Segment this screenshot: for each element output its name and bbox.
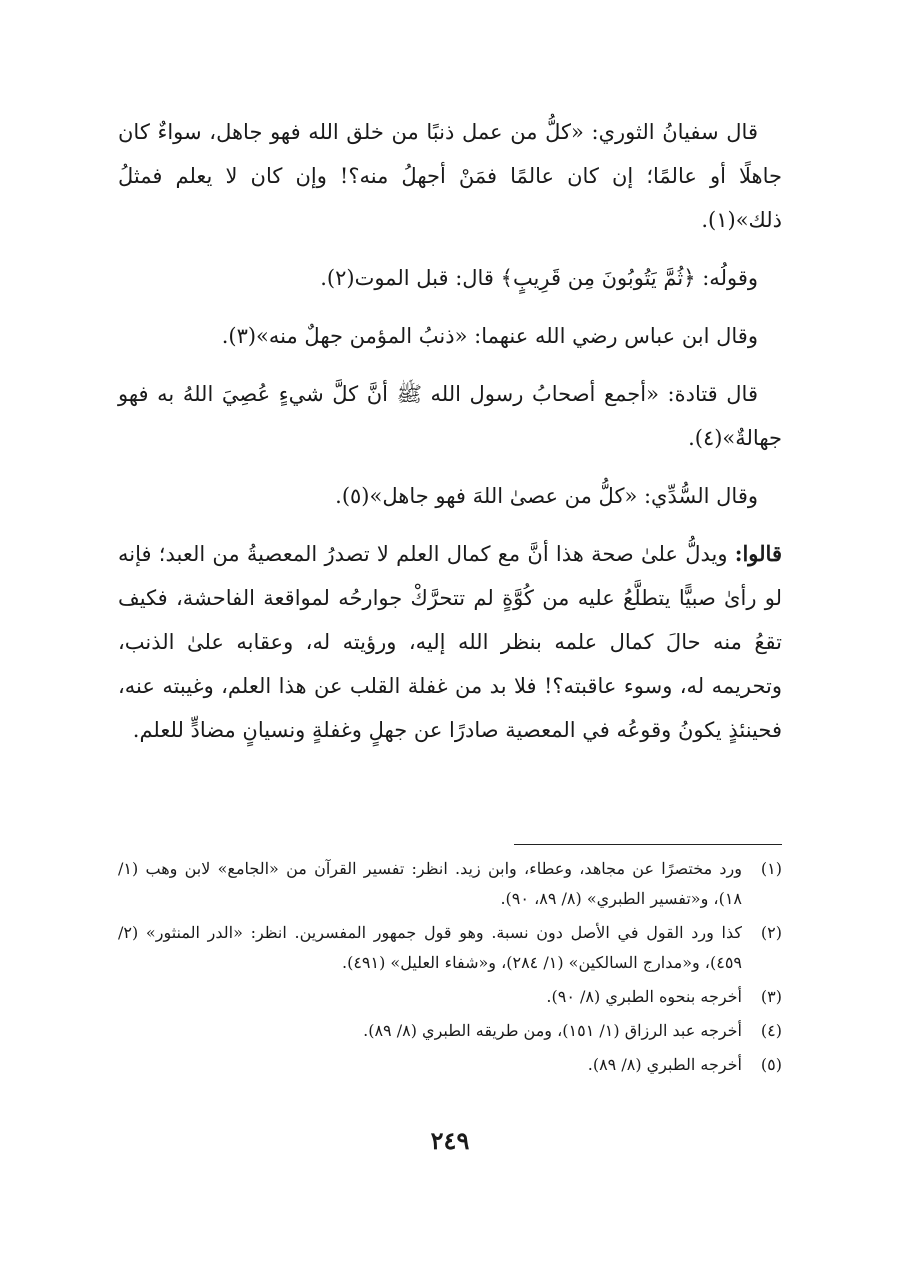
footnote-item [118, 918, 782, 978]
footnote-item [118, 1016, 782, 1046]
paragraph-ibn-abbas [118, 314, 782, 358]
footnote-text: كذا ورد القول في الأصل دون نسبة. وهو قول جمهور المفسرين. انظر: «الدر المنثور» (٢/ ٤٥٩)، و«مدارج السالكين» (١/ ٢٨٤)، و«شفاء العليل» (٤٩١). [118, 923, 742, 972]
footnote-item [118, 982, 782, 1012]
footnotes [118, 854, 782, 1084]
paragraph-text: قال قتادة: «أجمع أصحابُ رسول الله ﷺ أنَّ كلَّ شيءٍ عُصِيَ اللهُ به فهو جهالةٌ»(٤). [118, 382, 782, 450]
paragraph-qalu [118, 532, 782, 752]
paragraph-text: ويدلُّ علىٰ صحة هذا أنَّ مع كمال العلم لا تصدرُ المعصيةُ من العبد؛ فإنه لو رأىٰ صبيًّا يتطلَّعُ عليه من كُوَّةٍ لم تتحرَّكْ جوارحُه لمواقعة الفاحشة، فكيف تقعُ منه حالَ كمال علمه بنظر الله إليه، ورؤيته له، وعقابه علىٰ الذنب، وتحريمه له، وسوء عاقبته؟! فلا بد من غفلة القلب عن هذا العلم، وغيبته عنه، فحينئذٍ يكونُ وقوعُه في المعصية صادرًا عن جهلٍ وغفلةٍ ونسيانٍ مضادٍّ للعلم. [118, 542, 782, 742]
footnote-item [118, 1050, 782, 1080]
footnote-item [118, 854, 782, 914]
footnote-number: (٤) [760, 1021, 782, 1040]
footnote-text: ورد مختصرًا عن مجاهد، وعطاء، وابن زيد. انظر: تفسير القرآن من «الجامع» لابن وهب (١/ ١٨)، و«تفسير الطبري» (٨/ ٨٩، ٩٠). [118, 859, 742, 908]
paragraph-suddi [118, 474, 782, 518]
footnote-text: أخرجه الطبري (٨/ ٨٩). [587, 1055, 742, 1074]
footnote-text: أخرجه عبد الرزاق (١/ ١٥١)، ومن طريقه الطبري (٨/ ٨٩). [363, 1021, 742, 1040]
paragraph-text: وقال ابن عباس رضي الله عنهما: «ذنبُ المؤمن جهلٌ منه»(٣). [221, 324, 758, 348]
paragraph-text: وقولُه: ﴿ثُمَّ يَتُوبُونَ مِن قَرِيبٍ﴾ قال: قبل الموت(٢). [320, 266, 758, 290]
footnote-number: (٥) [760, 1055, 782, 1074]
paragraph-qatada [118, 372, 782, 460]
footnote-number: (٢) [760, 923, 782, 942]
footnote-number: (١) [760, 859, 782, 878]
paragraph-sufyan [118, 110, 782, 242]
footnote-number: (٣) [760, 987, 782, 1006]
paragraph-verse [118, 256, 782, 300]
paragraph-lead: قالوا: [734, 541, 782, 566]
paragraph-text: وقال السُّدِّي: «كلُّ من عصىٰ اللهَ فهو جاهل»(٥). [335, 484, 758, 508]
page-number: ٢٤٩ [430, 1126, 470, 1155]
footnote-divider [514, 844, 782, 845]
footnote-text: أخرجه بنحوه الطبري (٨/ ٩٠). [546, 987, 742, 1006]
paragraph-text: قال سفيانُ الثوري: «كلُّ من عمل ذنبًا من خلق الله فهو جاهل، سواءٌ كان جاهلًا أو عالمًا؛ إن كان عالمًا فمَنْ أجهلُ منه؟! وإن كان لا يعلم فمثلُ ذلك»(١). [118, 120, 782, 232]
main-text [118, 110, 782, 766]
